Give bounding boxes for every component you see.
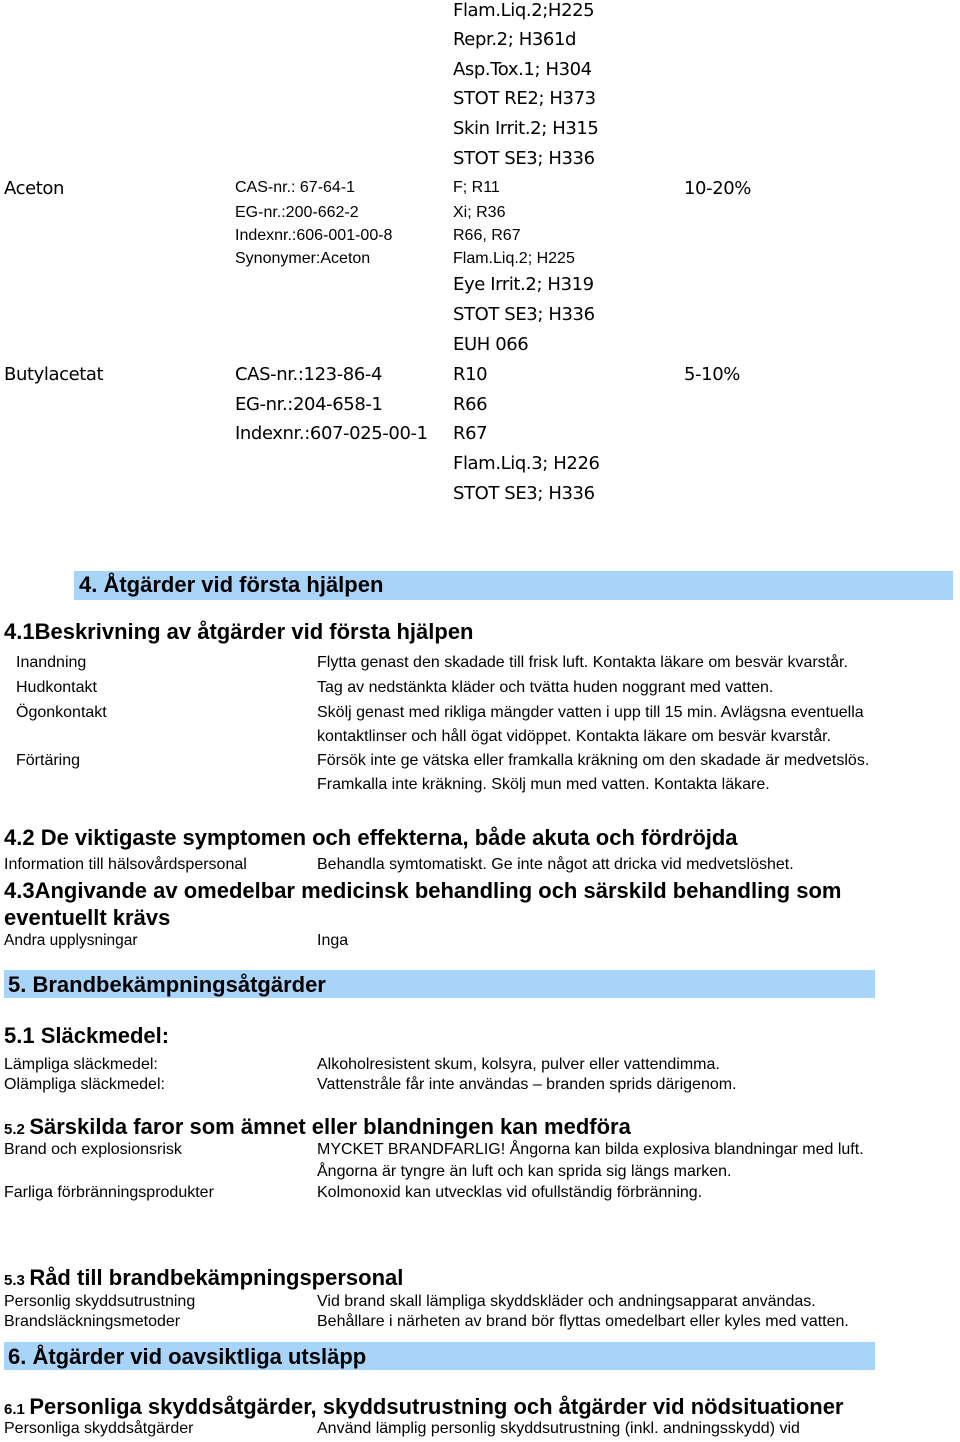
hazard-line: Repr.2; H361d <box>453 29 577 50</box>
row-text-ogonkontakt: kontaktlinser och håll ögat vidöppet. Kontakta läkare om besvär kvarstår. <box>317 728 832 745</box>
subsection-6-1 <box>4 1394 844 1420</box>
suitable-label: Lämpliga släckmedel: <box>4 1056 158 1073</box>
butyl-cas: CAS-nr.:123-86-4 <box>235 364 383 385</box>
info-label: Information till hälsovårdspersonal <box>4 856 247 873</box>
butyl-class: Flam.Liq.3; H226 <box>453 453 600 474</box>
row-text-fortaring: Försök inte ge vätska eller framkalla kräkning om den skadade är medvetslös. <box>317 752 870 769</box>
butyl-class: R10 <box>453 364 488 385</box>
subsection-title: Råd till brandbekämpningspersonal <box>29 1265 404 1290</box>
aceton-class: Flam.Liq.2; H225 <box>453 250 575 267</box>
aceton-class: EUH 066 <box>453 334 529 355</box>
row-text-inandning: Flytta genast den skadade till frisk luft. Kontakta läkare om besvär kvarstår. <box>317 654 848 671</box>
row-label-fortaring: Förtäring <box>16 752 81 769</box>
ppe-text: Vid brand skall lämpliga skyddskläder och andningsapparat användas. <box>317 1293 816 1310</box>
section-6-heading: 6. Åtgärder vid oavsiktliga utsläpp <box>8 1344 367 1369</box>
butyl-eg: EG-nr.:204-658-1 <box>235 394 383 415</box>
hazard-line: Asp.Tox.1; H304 <box>453 59 592 80</box>
hazard-line: STOT SE3; H336 <box>453 148 595 169</box>
protection-label: Personliga skyddsåtgärder <box>4 1420 194 1437</box>
extinguish-text: Behållare i närheten av brand bör flyttas omedelbart eller kyles med vatten. <box>317 1313 849 1330</box>
butyl-class: R67 <box>453 423 488 444</box>
subsection-5-1: 5.1 Släckmedel: <box>4 1023 170 1048</box>
butyl-concentration: 5-10% <box>684 364 740 385</box>
info-text: Behandla symtomatiskt. Ge inte något att dricka vid medvetslöshet. <box>317 856 794 873</box>
other-text: Inga <box>317 932 349 949</box>
hazard-line: Flam.Liq.2;H225 <box>453 0 595 21</box>
ppe-label: Personlig skyddsutrustning <box>4 1293 196 1310</box>
aceton-class: Xi; R36 <box>453 204 506 221</box>
aceton-concentration: 10-20% <box>684 178 752 199</box>
aceton-cas: CAS-nr.: 67-64-1 <box>235 179 356 196</box>
row-label-inandning: Inandning <box>16 654 87 671</box>
protection-text: Använd lämplig personlig skyddsutrustning (inkl. andningsskydd) vid <box>317 1420 800 1437</box>
extinguish-label: Brandsläckningsmetoder <box>4 1313 181 1330</box>
section-5-heading: 5. Brandbekämpningsåtgärder <box>8 972 326 997</box>
aceton-synonym: Synonymer:Aceton <box>235 250 371 267</box>
subsection-5-2 <box>4 1114 631 1140</box>
substance-name-butylacetat: Butylacetat <box>4 364 104 385</box>
hazard-line: STOT RE2; H373 <box>453 88 596 109</box>
aceton-class: STOT SE3; H336 <box>453 304 595 325</box>
fire-text: MYCKET BRANDFARLIG! Ångorna kan bilda explosiva blandningar med luft. <box>317 1141 864 1158</box>
unsuitable-label: Olämpliga släckmedel: <box>4 1076 165 1093</box>
subsection-4-3: 4.3Angivande av omedelbar medicinsk behandling och särskild behandling som <box>4 878 842 903</box>
subsection-number: 5.2 <box>4 1121 25 1138</box>
row-label-hudkontakt: Hudkontakt <box>16 679 97 696</box>
aceton-index: Indexnr.:606-001-00-8 <box>235 227 393 244</box>
fire-text: Ångorna är tyngre än luft och kan sprida sig längs marken. <box>317 1163 732 1180</box>
butyl-index: Indexnr.:607-025-00-1 <box>235 423 428 444</box>
subsection-4-1: 4.1Beskrivning av åtgärder vid första hjälpen <box>4 619 474 644</box>
row-text-hudkontakt: Tag av nedstänkta kläder och tvätta huden noggrant med vatten. <box>317 679 774 696</box>
section-4-heading: 4. Åtgärder vid första hjälpen <box>79 572 384 597</box>
aceton-class: F; R11 <box>453 179 500 196</box>
combustion-label: Farliga förbränningsprodukter <box>4 1184 214 1201</box>
fire-label: Brand och explosionsrisk <box>4 1141 182 1158</box>
combustion-text: Kolmonoxid kan utvecklas vid ofullständig förbränning. <box>317 1184 703 1201</box>
suitable-text: Alkoholresistent skum, kolsyra, pulver eller vattendimma. <box>317 1056 720 1073</box>
subsection-number: 6.1 <box>4 1401 25 1418</box>
subsection-4-3-cont: eventuellt krävs <box>4 905 171 930</box>
subsection-title: Särskilda faror som ämnet eller blandningen kan medföra <box>29 1114 631 1139</box>
subsection-number: 5.3 <box>4 1272 25 1289</box>
aceton-class: R66, R67 <box>453 227 521 244</box>
hazard-line: Skin Irrit.2; H315 <box>453 118 599 139</box>
aceton-class: Eye Irrit.2; H319 <box>453 274 594 295</box>
other-label: Andra upplysningar <box>4 932 138 949</box>
row-text-ogonkontakt: Skölj genast med rikliga mängder vatten i upp till 15 min. Avlägsna eventuella <box>317 704 864 721</box>
substance-name-aceton: Aceton <box>4 178 65 199</box>
unsuitable-text: Vattenstråle får inte användas – branden sprids därigenom. <box>317 1076 737 1093</box>
row-text-fortaring: Framkalla inte kräkning. Skölj mun med vatten. Kontakta läkare. <box>317 776 770 793</box>
butyl-class: STOT SE3; H336 <box>453 483 595 504</box>
butyl-class: R66 <box>453 394 488 415</box>
row-label-ogonkontakt: Ögonkontakt <box>16 704 107 721</box>
aceton-eg: EG-nr.:200-662-2 <box>235 204 359 221</box>
subsection-5-3 <box>4 1265 403 1291</box>
subsection-4-2: 4.2 De viktigaste symptomen och effekterna, både akuta och fördröjda <box>4 825 738 850</box>
subsection-title: Personliga skyddsåtgärder, skyddsutrustning och åtgärder vid nödsituationer <box>29 1394 844 1419</box>
